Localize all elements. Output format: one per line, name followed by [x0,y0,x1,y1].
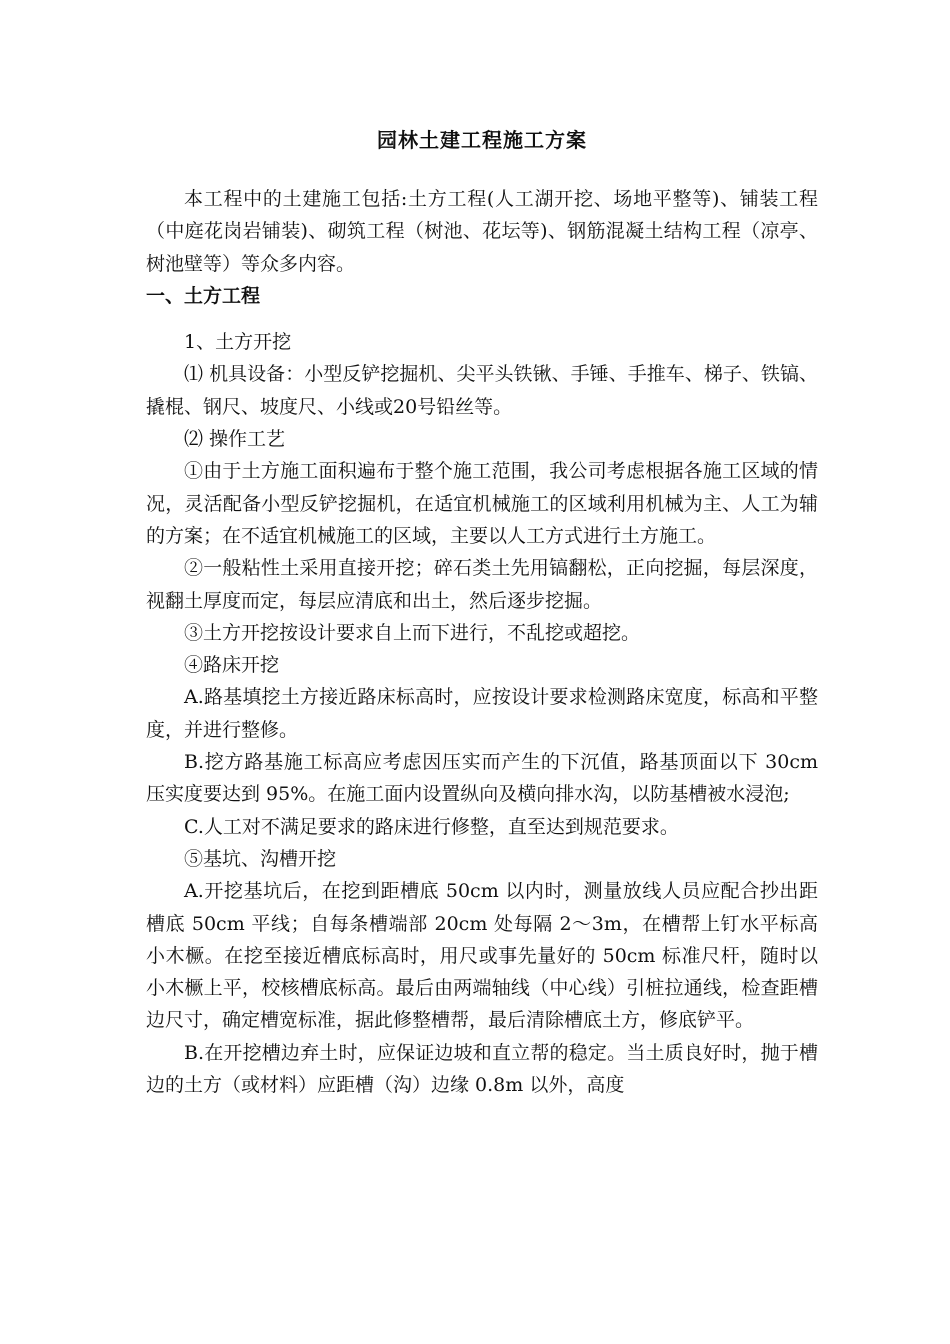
section-heading-earthwork: 一、土方工程 [146,284,261,307]
paragraph-item-4b: B.挖方路基施工标高应考虑因压实而产生的下沉值，路基顶面以下 30cm 压实度要达到 95%。在施工面内设置纵向及横向排水沟，以防基槽被水浸泡; [146,751,818,806]
paragraph-item-3: ③土方开挖按设计要求自上而下进行，不乱挖或超挖。 [184,621,641,644]
paragraph-item-5: ⑤基坑、沟槽开挖 [184,847,337,870]
paragraph-tools: ⑴ 机具设备：小型反铲挖掘机、尖平头铁锹、手锤、手推车、梯子、铁镐、撬棍、钢尺、坡度尺、小线或20号铅丝等。 [146,363,818,418]
paragraph-item-4a: A.路基填挖土方接近路床标高时，应按设计要求检测路床宽度，标高和平整度，并进行整修。 [146,686,818,741]
paragraph-process-heading: ⑵ 操作工艺 [184,428,286,451]
subsection-earth-excavation: 1、土方开挖 [184,331,292,354]
paragraph-item-5b: B.在开挖槽边弃土时，应保证边坡和直立帮的稳定。当土质良好时，抛于槽边的土方（或材料）应距槽（沟）边缘 0.8m 以外，高度 [146,1041,818,1097]
document-title: 园林土建工程施工方案 [377,128,587,152]
paragraph-item-4c: C.人工对不满足要求的路床进行修整，直至达到规范要求。 [184,815,679,838]
intro-paragraph: 本工程中的土建施工包括:土方工程(人工湖开挖、场地平整等)、铺装工程（中庭花岗岩铺装)、砌筑工程（树池、花坛等)、钢筋混凝土结构工程（凉亭、树池壁等）等众多内容。 [146,188,818,275]
paragraph-item-5a: A.开挖基坑后，在挖到距槽底 50cm 以内时，测量放线人员应配合抄出距槽底 50cm 平线；自每条槽端部 20cm 处每隔 2～3m，在槽帮上钉水平标高小木橛。在挖至接近槽底标高时，用尺或事先量好的 50cm 标准尺杆，随时以小木橛上平，校核槽底标高。最后由两端轴线（中心线）引桩拉通线，检查距槽边尺寸，确定槽宽标准，据此修整槽帮，最后清除槽底土方，修底铲平。 [146,880,818,1032]
paragraph-item-2: ②一般粘性土采用直接开挖；碎石类土先用镐翻松，正向挖掘，每层深度，视翻土厚度而定，每层应清底和出土，然后逐步挖掘。 [146,557,818,612]
paragraph-item-4: ④路床开挖 [184,654,280,677]
paragraph-item-1: ①由于土方施工面积遍布于整个施工范围，我公司考虑根据各施工区域的情况，灵活配备小型反铲挖掘机，在适宜机械施工的区域利用机械为主、人工为辅的方案；在不适宜机械施工的区域，主要以人工方式进行土方施工。 [146,460,818,547]
document-page [146,124,818,1101]
